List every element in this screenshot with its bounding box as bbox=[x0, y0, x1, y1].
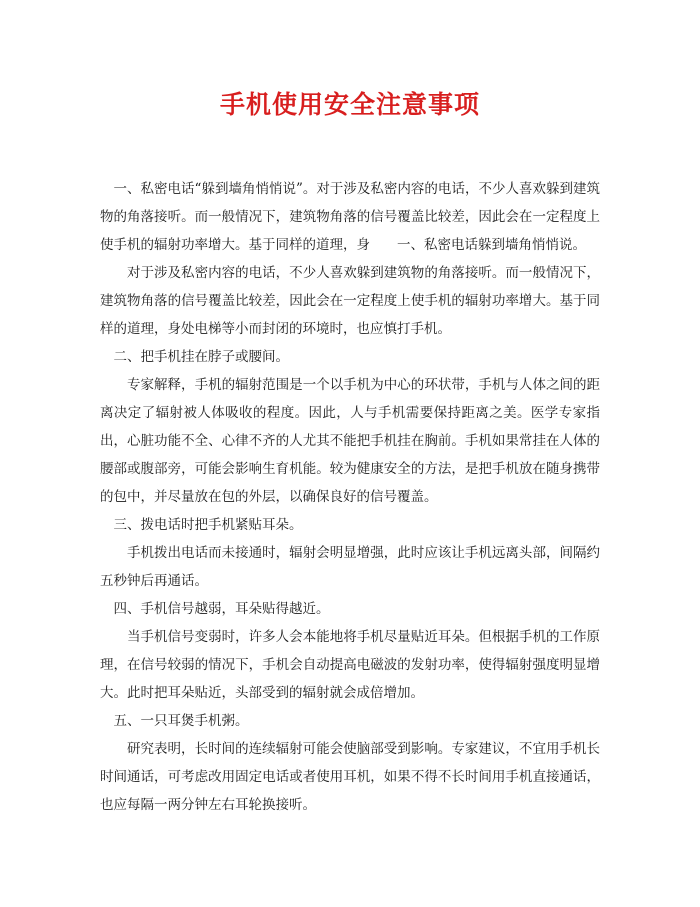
section-heading-2: 二、把手机挂在脖子或腰间。 bbox=[113, 349, 289, 365]
document-title: 手机使用安全注意事项 bbox=[219, 90, 480, 119]
paragraph-1: 一、私密电话“躲到墙角悄悄说”。对于涉及私密内容的电话，不少人喜欢躲到建筑物的角落接听。而一般情况下，建筑物角落的信号覆盖比较差，因此会在一定程度上使手机的辐射功率增大。基于同样的道理，身 一、私密电话躲到墙角悄悄说。 bbox=[100, 181, 600, 253]
document-body bbox=[100, 175, 600, 819]
section-heading-4: 四、手机信号越弱，耳朵贴得越近。 bbox=[113, 601, 330, 617]
paragraph-4: 手机拨出电话而未接通时，辐射会明显增强，此时应该让手机远离头部，间隔约五秒钟后再通话。 bbox=[100, 545, 600, 589]
paragraph-2: 对于涉及私密内容的电话，不少人喜欢躲到建筑物的角落接听。而一般情况下，建筑物角落的信号覆盖比较差，因此会在一定程度上使手机的辐射功率增大。基于同样的道理，身处电梯等小而封闭的环境时，也应慎打手机。 bbox=[100, 265, 600, 337]
paragraph-6: 研究表明，长时间的连续辐射可能会使脑部受到影响。专家建议，不宜用手机长时间通话，可考虑改用固定电话或者使用耳机，如果不得不长时间用手机直接通话，也应每隔一两分钟左右耳轮换接听。 bbox=[100, 741, 600, 813]
section-heading-5: 五、一只耳煲手机粥。 bbox=[113, 713, 249, 729]
section-heading-3: 三、拨电话时把手机紧贴耳朵。 bbox=[113, 517, 303, 533]
paragraph-3: 专家解释，手机的辐射范围是一个以手机为中心的环状带，手机与人体之间的距离决定了辐射被人体吸收的程度。因此，人与手机需要保持距离之美。医学专家指出，心脏功能不全、心律不齐的人尤其不能把手机挂在胸前。手机如果常挂在人体的腰部或腹部旁，可能会影响生育机能。较为健康安全的方法，是把手机放在随身携带的包中，并尽量放在包的外层，以确保良好的信号覆盖。 bbox=[100, 377, 600, 505]
paragraph-5: 当手机信号变弱时，许多人会本能地将手机尽量贴近耳朵。但根据手机的工作原理，在信号较弱的情况下，手机会自动提高电磁波的发射功率，使得辐射强度明显增大。此时把耳朵贴近，头部受到的辐射就会成倍增加。 bbox=[100, 629, 600, 701]
